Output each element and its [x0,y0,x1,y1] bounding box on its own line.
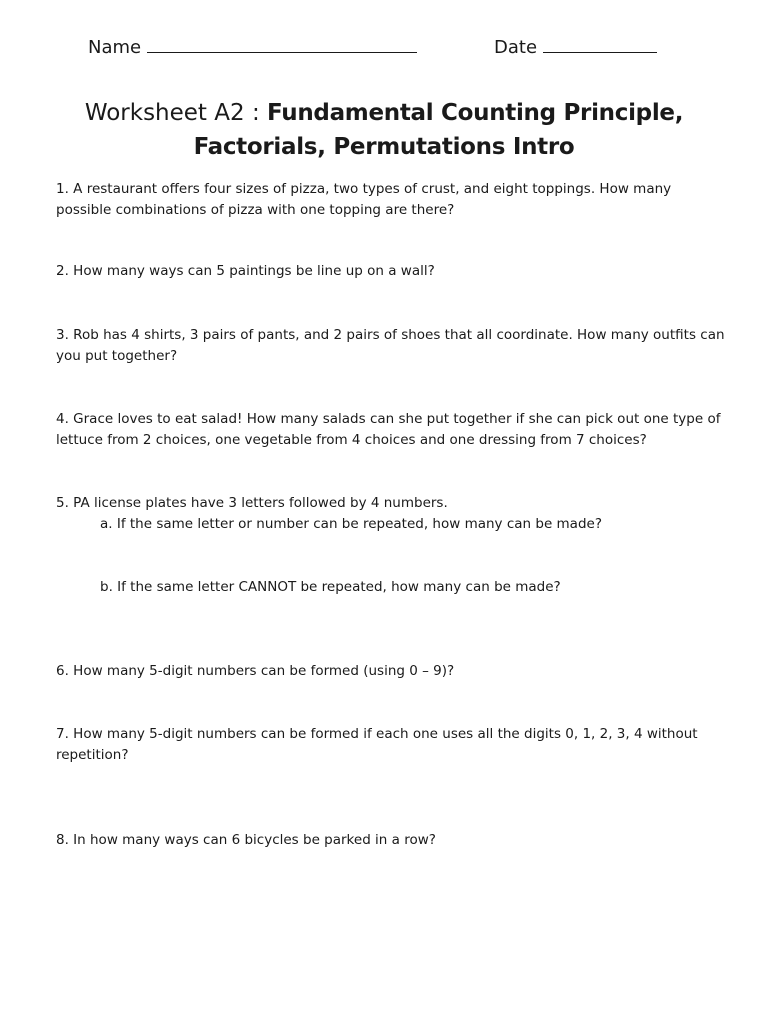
name-blank-line [147,34,417,53]
question-5b: b. If the same letter CANNOT be repeated, how many can be made? [100,579,561,595]
title-line-2: Factorials, Permutations Intro [193,134,575,160]
question-4: 4. Grace loves to eat salad! How many salads can she put together if she can pick out one type of lettuce from 2 choices, one vegetable from 4 choices and one dressing from 7 choices? [56,411,721,448]
question-2: 2. How many ways can 5 paintings be line up on a wall? [56,263,435,279]
question-5a: a. If the same letter or number can be repeated, how many can be made? [100,516,602,532]
title-bold: Fundamental Counting Principle, [267,100,684,126]
name-label: Name [88,37,142,58]
name-field [88,34,417,58]
question-1: 1. A restaurant offers four sizes of pizza, two types of crust, and eight toppings. How many possible combinations of pizza with one topping are there? [56,181,672,218]
question-8: 8. In how many ways can 6 bicycles be parked in a row? [56,832,436,848]
date-label: Date [494,37,538,58]
question-3: 3. Rob has 4 shirts, 3 pairs of pants, and 2 pairs of shoes that all coordinate. How many outfits can you put together? [56,327,725,364]
title-lead: Worksheet A2 : [84,100,260,126]
date-blank-line [543,34,657,53]
question-5: 5. PA license plates have 3 letters followed by 4 numbers. [56,495,448,511]
question-6: 6. How many 5-digit numbers can be formed (using 0 – 9)? [56,663,455,679]
title-line-1 [0,96,768,130]
question-7: 7. How many 5-digit numbers can be formed if each one uses all the digits 0, 1, 2, 3, 4 without repetition? [56,726,698,763]
date-field [494,34,657,58]
worksheet-title [0,96,768,164]
header-row [88,34,688,64]
